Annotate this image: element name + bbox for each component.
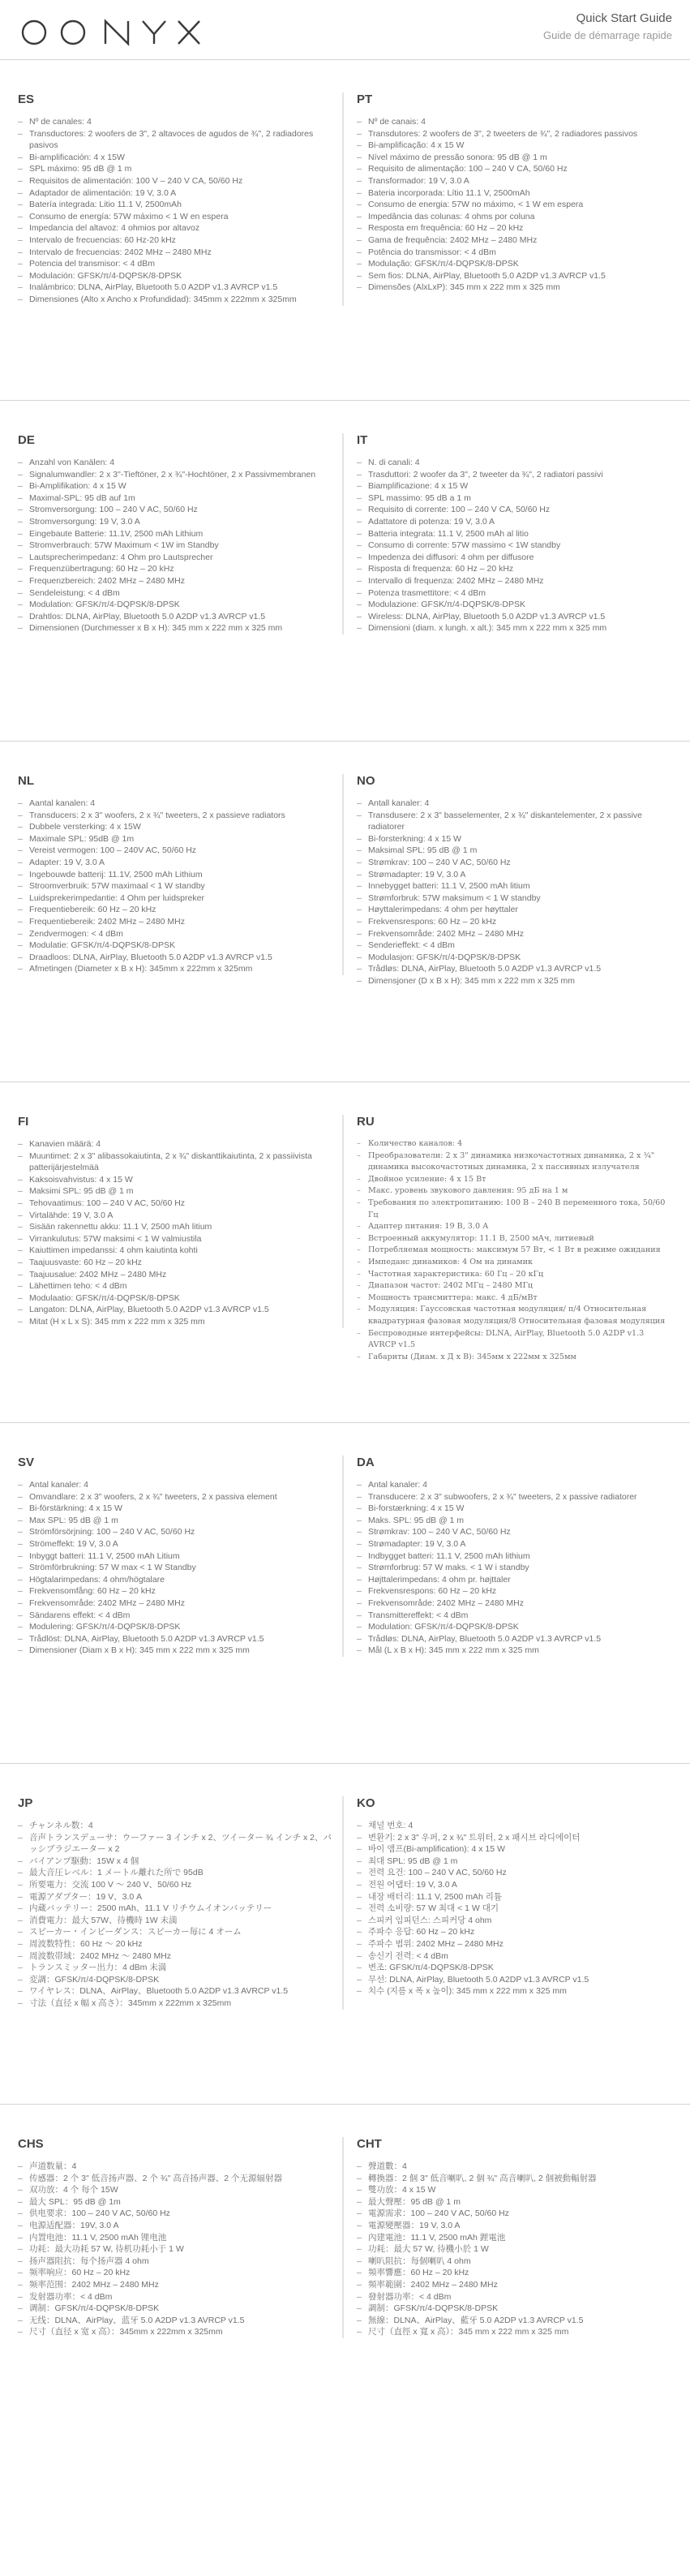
spec-item: – Intervalo de frecuencias: 60 Hz-20 kHz [18, 234, 334, 247]
spec-item: – Tehovaatimus: 100 – 240 V AC, 50/60 Hz [18, 1198, 334, 1210]
page-header [0, 0, 690, 58]
spec-item: – Antal kanaler: 4 [357, 1479, 673, 1491]
spec-item: – Frequenzbereich: 2402 MHz – 2480 MHz [18, 575, 334, 587]
spec-item: – Inalámbrico: DLNA, AirPlay, Bluetooth 5.0 A2DP v1.3 AVRCP v1.5 [18, 282, 334, 294]
spec-item: – Aantal kanalen: 4 [18, 798, 334, 810]
spec-column-da [357, 1456, 673, 1657]
spec-item: – Встроенный аккумулятор: 11.1 В, 2500 мАч, литиевый [357, 1233, 673, 1245]
spec-item: – 发射器功率：< 4 dBm [18, 2291, 334, 2303]
spec-item: – Bi-forstærkning: 4 x 15 W [357, 1503, 673, 1515]
spec-item: – Требования по электропитанию: 100 В – 240 В переменного тока, 50/60 Гц [357, 1198, 673, 1221]
spec-item: – Nº de canais: 4 [357, 116, 673, 128]
spec-item: – 최대 SPL: 95 dB @ 1 m [357, 1856, 673, 1868]
spec-item: – 供电要求：100 – 240 V AC, 50/60 Hz [18, 2208, 334, 2220]
spec-item: – Dimensioner (Diam x B x H): 345 mm x 222 mm x 325 mm [18, 1645, 334, 1657]
spec-item: – Адаптер питания: 19 В, 3.0 А [357, 1221, 673, 1233]
spec-list [357, 1138, 673, 1363]
spec-item: – Макс. уровень звукового давления: 95 дБ на 1 м [357, 1185, 673, 1198]
language-section [0, 741, 690, 1082]
guide-title: Quick Start Guide [576, 11, 672, 25]
spec-item: – SPL máximo: 95 dB @ 1 m [18, 163, 334, 175]
spec-item: – Ingebouwde batterij: 11.1V, 2500 mAh Lithium [18, 869, 334, 881]
spec-item: – Двойное усиление: 4 x 15 Вт [357, 1174, 673, 1186]
spec-item: – チャンネル数：4 [18, 1820, 334, 1832]
spec-item: – 치수 (지름 x 폭 x 높이): 345 mm x 222 mm x 325 mm [357, 1985, 673, 1998]
spec-item: – 轉換器：2 個 3" 低音喇叭, 2 個 ¾" 高音喇叭, 2 個被動輻射器 [357, 2173, 673, 2185]
spec-item: – トランスミッター出力：4 dBm 未満 [18, 1962, 334, 1974]
spec-item: – Consumo de energía: 57W máximo < 1 W en espera [18, 211, 334, 223]
language-code: CHT [357, 2137, 382, 2151]
spec-item: – 电源适配器：19V, 3.0 A [18, 2220, 334, 2232]
spec-item: – Диапазон частот: 2402 МГц – 2480 МГц [357, 1280, 673, 1292]
spec-item: – 功耗：最大 57 W, 待機小於 1 W [357, 2243, 673, 2256]
spec-column-ru [357, 1115, 673, 1363]
spec-item: – Modulatie: GFSK/π/4-DQPSK/8-DPSK [18, 940, 334, 952]
spec-column-pt [357, 92, 673, 294]
spec-item: – Lautsprecherimpedanz: 4 Ohm pro Lautsprecher [18, 552, 334, 564]
spec-item: – Consumo di corrente: 57W massimo < 1W standby [357, 540, 673, 552]
spec-item: – Innebygget batteri: 11.1 V, 2500 mAh litium [357, 880, 673, 892]
spec-item: – 周波数帯域：2402 MHz ～ 2480 MHz [18, 1950, 334, 1963]
spec-item: – Bi-amplificação: 4 x 15 W [357, 140, 673, 152]
spec-item: – Potencia del transmisor: < 4 dBm [18, 258, 334, 270]
spec-list [18, 1820, 334, 2010]
spec-item: – Modulação: GFSK/π/4-DQPSK/8-DPSK [357, 258, 673, 270]
spec-item: – Strømadapter: 19 V, 3.0 A [357, 869, 673, 881]
spec-column-jp [18, 1796, 344, 2010]
spec-item: – 內建電池：11.1 V, 2500 mAh 鋰電池 [357, 2232, 673, 2244]
spec-item: – Inbyggt batteri: 11.1 V, 2500 mAh Litium [18, 1550, 334, 1563]
spec-item: – Lähettimen teho: < 4 dBm [18, 1280, 334, 1292]
spec-list [18, 1138, 334, 1328]
language-code: FI [18, 1115, 29, 1129]
spec-item: – Sändarens effekt: < 4 dBm [18, 1610, 334, 1622]
spec-item: – Trådløs: DLNA, AirPlay, Bluetooth 5.0 A2DP v1.3 AVRCP v1.5 [357, 1633, 673, 1645]
spec-item: – Draadloos: DLNA, AirPlay, Bluetooth 5.0 A2DP v1.3 AVRCP v1.5 [18, 952, 334, 964]
language-section [0, 400, 690, 742]
spec-item: – Virtalähde: 19 V, 3.0 A [18, 1210, 334, 1222]
spec-item: – 喇叭阻抗：每個喇叭 4 ohm [357, 2256, 673, 2268]
spec-item: – Dimensões (AlxLxP): 345 mm x 222 mm x 325 mm [357, 282, 673, 294]
spec-item: – 채널 번호: 4 [357, 1820, 673, 1832]
spec-item: – 바이 앰프(Bi-amplification): 4 x 15 W [357, 1843, 673, 1856]
spec-item: – Intervallo di frequenza: 2402 MHz – 2480 MHz [357, 575, 673, 587]
onyx-logo [19, 16, 214, 49]
spec-item: – Импеданс динамиков: 4 Ом на динамик [357, 1257, 673, 1269]
spec-item: – Sem fios: DLNA, AirPlay, Bluetooth 5.0 A2DP v1.3 AVRCP v1.5 [357, 270, 673, 282]
spec-column-cht [357, 2137, 673, 2338]
spec-item: – Requisito di corrente: 100 – 240 V CA, 50/60 Hz [357, 504, 673, 516]
spec-item: – Беспроводные интерфейсы: DLNA, AirPlay, Bluetooth 5.0 A2DP v1.3 AVRCP v1.5 [357, 1328, 673, 1352]
spec-column-chs [18, 2137, 344, 2338]
spec-item: – Transductores: 2 woofers de 3", 2 altavoces de agudos de ¾", 2 radiadores pasivos [18, 128, 334, 152]
spec-item: – Stromversorgung: 19 V, 3.0 A [18, 516, 334, 528]
spec-item: – 頻率響應：60 Hz – 20 kHz [357, 2267, 673, 2279]
spec-item: – SPL massimo: 95 dB a 1 m [357, 492, 673, 505]
spec-item: – Intervalo de frecuencias: 2402 MHz – 2480 MHz [18, 247, 334, 259]
spec-item: – Частотная характеристика: 60 Гц – 20 кГц [357, 1269, 673, 1281]
spec-item: – 주파수 응답: 60 Hz – 20 kHz [357, 1926, 673, 1938]
spec-item: – Antal kanaler: 4 [18, 1479, 334, 1491]
spec-column-ko [357, 1796, 673, 1998]
spec-item: – Biamplificazione: 4 x 15 W [357, 480, 673, 492]
language-code: DE [18, 433, 35, 447]
spec-item: – Højttalerimpedans: 4 ohm pr. højttaler [357, 1574, 673, 1586]
spec-item: – Senderieffekt: < 4 dBm [357, 940, 673, 952]
spec-item: – 寸法（直径 x 幅 x 高さ）：345mm x 222mm x 325mm [18, 1998, 334, 2010]
language-section [0, 1422, 690, 1764]
spec-item: – Antall kanaler: 4 [357, 798, 673, 810]
spec-item: – 尺寸（直徑 x 寬 x 高）：345 mm x 222 mm x 325 mm [357, 2326, 673, 2338]
spec-item: – 전력 소비량: 57 W 최대 < 1 W 대기 [357, 1903, 673, 1915]
spec-item: – 尺寸（直径 x 宽 x 高）：345mm x 222mm x 325mm [18, 2326, 334, 2338]
spec-item: – Max SPL: 95 dB @ 1 m [18, 1515, 334, 1527]
spec-item: – Impedenza dei diffusori: 4 ohm per diffusore [357, 552, 673, 564]
spec-item: – Stromversorgung: 100 – 240 V AC, 50/60 Hz [18, 504, 334, 516]
spec-item: – 频率响应：60 Hz – 20 kHz [18, 2267, 334, 2279]
spec-item: – Frekvensområde: 2402 MHz – 2480 MHz [357, 928, 673, 940]
language-section [0, 1082, 690, 1423]
spec-item: – Trådløs: DLNA, AirPlay, Bluetooth 5.0 A2DP v1.3 AVRCP v1.5 [357, 963, 673, 975]
spec-item: – 雙功放：4 x 15 W [357, 2184, 673, 2196]
spec-item: – Risposta di frequenza: 60 Hz – 20 kHz [357, 563, 673, 575]
spec-list [357, 798, 673, 987]
spec-item: – 변조: GFSK/π/4-DQPSK/8-DPSK [357, 1962, 673, 1974]
spec-item: – Modulation: GFSK/π/4-DQPSK/8-DPSK [18, 599, 334, 611]
spec-item: – Signalumwandler: 2 x 3"-Tieftöner, 2 x ¾"-Hochtöner, 2 x Passivmembranen [18, 469, 334, 481]
spec-column-fi [18, 1115, 344, 1328]
spec-item: – Strömförbrukning: 57 W max < 1 W Standby [18, 1562, 334, 1574]
spec-item: – Modulaatio: GFSK/π/4-DQPSK/8-DPSK [18, 1292, 334, 1305]
spec-item: – Eingebaute Batterie: 11.1V, 2500 mAh Lithium [18, 528, 334, 540]
language-code: PT [357, 92, 373, 106]
spec-item: – Sendeleistung: < 4 dBm [18, 587, 334, 600]
spec-column-es [18, 92, 344, 306]
spec-column-it [357, 433, 673, 634]
spec-item: – Sisään rakennettu akku: 11.1 V, 2500 mAh litium [18, 1221, 334, 1233]
spec-item: – 송신기 전력: < 4 dBm [357, 1950, 673, 1963]
spec-item: – Transducere: 2 x 3" subwoofers, 2 x ¾" tweeters, 2 x passive radiatorer [357, 1491, 673, 1503]
spec-item: – Kanavien määrä: 4 [18, 1138, 334, 1150]
spec-column-no [357, 774, 673, 987]
spec-item: – Batteria integrata: 11.1 V, 2500 mAh al litio [357, 528, 673, 540]
spec-item: – 내장 배터리: 11.1 V, 2500 mAh 리튬 [357, 1891, 673, 1903]
spec-item: – Maximale SPL: 95dB @ 1m [18, 833, 334, 845]
spec-list [18, 2161, 334, 2338]
spec-item: – Frekvensområde: 2402 MHz – 2480 MHz [357, 1598, 673, 1610]
spec-item: – Габариты (Диам. х Д х В): 345мм x 222мм x 325мм [357, 1352, 673, 1364]
spec-item: – Strömförsörjning: 100 – 240 V AC, 50/60 Hz [18, 1526, 334, 1538]
spec-list [357, 116, 673, 294]
spec-item: – バイアンプ駆動：15W x 4 個 [18, 1856, 334, 1868]
spec-item: – Omvandlare: 2 x 3" woofers, 2 x ¾" tweeters, 2 x passiva element [18, 1491, 334, 1503]
language-code: IT [357, 433, 368, 447]
spec-list [18, 116, 334, 306]
spec-item: – Dimensionen (Durchmesser x B x H): 345 mm x 222 mm x 325 mm [18, 622, 334, 634]
spec-item: – 音声トランスデューサ：ウーファー 3 インチ x 2、ツイーター ¾ インチ x 2、パッシブラジエーター x 2 [18, 1832, 334, 1856]
spec-item: – Luidsprekerimpedantie: 4 Ohm per luidspreker [18, 892, 334, 905]
spec-item: – Stroomverbruik: 57W maximaal < 1 W standby [18, 880, 334, 892]
spec-item: – Transdutores: 2 woofers de 3", 2 tweeters de ¾", 2 radiadores passivos [357, 128, 673, 140]
spec-item: – 電源アダプター：19 V、3.0 A [18, 1891, 334, 1903]
spec-item: – 스피커 임피던스: 스피커당 4 ohm [357, 1915, 673, 1927]
spec-item: – Taajuusvaste: 60 Hz – 20 kHz [18, 1257, 334, 1269]
spec-item: – Nº de canales: 4 [18, 116, 334, 128]
spec-item: – Langaton: DLNA, AirPlay, Bluetooth 5.0 A2DP v1.3 AVRCP v1.5 [18, 1304, 334, 1316]
spec-item: – 最大聲壓：95 dB @ 1 m [357, 2196, 673, 2208]
spec-item: – Transformador: 19 V, 3.0 A [357, 175, 673, 187]
spec-item: – Högtalarimpedans: 4 ohm/högtalare [18, 1574, 334, 1586]
spec-item: – Transducers: 2 x 3" woofers, 2 x ¾" tweeters, 2 x passieve radiators [18, 810, 334, 822]
spec-item: – Maximal-SPL: 95 dB auf 1m [18, 492, 334, 505]
spec-list [357, 1479, 673, 1657]
spec-item: – Frequenzübertragung: 60 Hz – 20 kHz [18, 563, 334, 575]
language-code: NL [18, 774, 34, 788]
spec-item: – ワイヤレス：DLNA、AirPlay、Bluetooth 5.0 A2DP v1.3 AVRCP v1.5 [18, 1985, 334, 1998]
spec-item: – Mitat (H x L x S): 345 mm x 222 mm x 325 mm [18, 1316, 334, 1328]
spec-item: – Kaksoisvahvistus: 4 x 15 W [18, 1174, 334, 1186]
spec-item: – 電源變壓器：19 V, 3.0 A [357, 2220, 673, 2232]
spec-item: – Consumo de energia: 57W no máximo, < 1 W em espera [357, 199, 673, 211]
spec-item: – Gama de frequência: 2402 MHz – 2480 MHz [357, 234, 673, 247]
spec-item: – Impedância das colunas: 4 ohms por coluna [357, 211, 673, 223]
spec-item: – Taajuusalue: 2402 MHz – 2480 MHz [18, 1269, 334, 1281]
spec-item: – Trasduttori: 2 woofer da 3", 2 tweeter da ¾", 2 radiatori passivi [357, 469, 673, 481]
spec-item: – 内蔵バッテリー：2500 mAh、11.1 V リチウムイオンバッテリー [18, 1903, 334, 1915]
spec-item: – 内置电池：11.1 V, 2500 mAh 锂电池 [18, 2232, 334, 2244]
spec-item: – Transmittereffekt: < 4 dBm [357, 1610, 673, 1622]
spec-item: – Frequentiebereik: 60 Hz – 20 kHz [18, 904, 334, 916]
spec-item: – Преобразователи: 2 x 3" динамика низкочастотных динамика, 2 x ¾" динамика высокочастотных динамика, 2 x пассивных излучателя [357, 1150, 673, 1174]
spec-item: – 調制：GFSK/π/4-DQPSK/8-DPSK [357, 2303, 673, 2315]
spec-item: – Afmetingen (Diameter x B x H): 345mm x 222mm x 325mm [18, 963, 334, 975]
spec-item: – Strømkrav: 100 – 240 V AC, 50/60 Hz [357, 1526, 673, 1538]
language-code: NO [357, 774, 375, 788]
spec-item: – Modulering: GFSK/π/4-DQPSK/8-DPSK [18, 1621, 334, 1633]
spec-item: – Requisitos de alimentación: 100 V – 240 V CA, 50/60 Hz [18, 175, 334, 187]
spec-item: – 頻率範圍：2402 MHz – 2480 MHz [357, 2279, 673, 2291]
spec-item: – Trådlöst: DLNA, AirPlay, Bluetooth 5.0 A2DP v1.3 AVRCP v1.5 [18, 1633, 334, 1645]
spec-item: – N. di canali: 4 [357, 457, 673, 469]
spec-list [18, 1479, 334, 1657]
spec-column-nl [18, 774, 344, 975]
spec-list [357, 457, 673, 634]
spec-item: – Adapter: 19 V, 3.0 A [18, 857, 334, 869]
spec-item: – 频率范围：2402 MHz – 2480 MHz [18, 2279, 334, 2291]
spec-item: – Мощность трансмиттера: макс. 4 дБ/мВт [357, 1292, 673, 1305]
spec-item: – Potência do transmissor: < 4 dBm [357, 247, 673, 259]
spec-item: – 传感器：2 个 3" 低音扬声器、2 个 ¾" 高音扬声器、2 个无源辐射器 [18, 2173, 334, 2185]
spec-item: – Bi-förstärkning: 4 x 15 W [18, 1503, 334, 1515]
spec-item: – スピーカー・インピーダンス：スピーカー毎に 4 オーム [18, 1926, 334, 1938]
spec-item: – Adaptador de alimentación: 19 V, 3.0 A [18, 187, 334, 200]
spec-item: – Stromverbrauch: 57W Maximum < 1W im Standby [18, 540, 334, 552]
spec-item: – 最大 SPL：95 dB @ 1m [18, 2196, 334, 2208]
spec-list [357, 2161, 673, 2338]
spec-item: – 周波数特性：60 Hz ～ 20 kHz [18, 1938, 334, 1950]
spec-item: – Høyttalerimpedans: 4 ohm per høyttaler [357, 904, 673, 916]
language-code: CHS [18, 2137, 44, 2151]
spec-item: – Strömeffekt: 19 V, 3.0 A [18, 1538, 334, 1550]
spec-column-sv [18, 1456, 344, 1657]
spec-item: – 声道数量：4 [18, 2161, 334, 2173]
spec-item: – 変調：GFSK/π/4-DQPSK/8-DPSK [18, 1974, 334, 1986]
spec-item: – Kaiuttimen impedanssi: 4 ohm kaiutinta kohti [18, 1245, 334, 1257]
spec-item: – Drahtlos: DLNA, AirPlay, Bluetooth 5.0 A2DP v1.3 AVRCP v1.5 [18, 611, 334, 623]
spec-item: – Bi-amplificación: 4 x 15W [18, 152, 334, 164]
language-code: DA [357, 1456, 375, 1469]
spec-item: – 消費電力：最大 57W、待機時 1W 未満 [18, 1915, 334, 1927]
spec-item: – Bi-forsterkning: 4 x 15 W [357, 833, 673, 845]
spec-item: – Zendvermogen: < 4 dBm [18, 928, 334, 940]
spec-item: – 功耗：最大功耗 57 W, 待机功耗小于 1 W [18, 2243, 334, 2256]
spec-item: – Batería integrada: Litio 11.1 V, 2500mAh [18, 199, 334, 211]
spec-item: – Resposta em frequência: 60 Hz – 20 kHz [357, 222, 673, 234]
spec-item: – Nível máximo de pressão sonora: 95 dB @ 1 m [357, 152, 673, 164]
spec-column-de [18, 433, 344, 634]
spec-item: – Maks. SPL: 95 dB @ 1 m [357, 1515, 673, 1527]
spec-list [18, 457, 334, 634]
spec-item: – Bi-Amplifikation: 4 x 15 W [18, 480, 334, 492]
spec-list [357, 1820, 673, 1998]
spec-item: – Dimensjoner (D x B x H): 345 mm x 222 mm x 325 mm [357, 975, 673, 987]
spec-item: – Anzahl von Kanälen: 4 [18, 457, 334, 469]
spec-item: – 무선: DLNA, AirPlay, Bluetooth 5.0 A2DP v1.3 AVRCP v1.5 [357, 1974, 673, 1986]
language-code: ES [18, 92, 35, 106]
spec-item: – 주파수 범위: 2402 MHz – 2480 MHz [357, 1938, 673, 1950]
language-section [0, 2104, 690, 2445]
spec-item: – Impedancia del altavoz: 4 ohmios por altavoz [18, 222, 334, 234]
spec-item: – Strømadapter: 19 V, 3.0 A [357, 1538, 673, 1550]
language-code: RU [357, 1115, 375, 1129]
spec-item: – 双功放：4 个 每个 15W [18, 2184, 334, 2196]
spec-item: – 전원 어댑터: 19 V, 3.0 A [357, 1879, 673, 1891]
spec-item: – 無線：DLNA、AirPlay、藍牙 5.0 A2DP v1.3 AVRCP v1.5 [357, 2315, 673, 2327]
language-code: JP [18, 1796, 33, 1810]
guide-subtitle: Guide de démarrage rapide [543, 29, 672, 41]
language-section [0, 59, 690, 401]
spec-item: – Mål (L x B x H): 345 mm x 222 mm x 325 mm [357, 1645, 673, 1657]
spec-item: – Maksimal SPL: 95 dB @ 1 m [357, 845, 673, 857]
spec-item: – Adattatore di potenza: 19 V, 3.0 A [357, 516, 673, 528]
spec-item: – 所要電力：交流 100 V ～ 240 V、50/60 Hz [18, 1879, 334, 1891]
spec-item: – Maksimi SPL: 95 dB @ 1 m [18, 1185, 334, 1198]
spec-item: – 扬声器阻抗：每个扬声器 4 ohm [18, 2256, 334, 2268]
spec-list [18, 798, 334, 975]
spec-item: – Потребляемая мощность: максимум 57 Вт, < 1 Вт в режиме ожидания [357, 1245, 673, 1257]
spec-item: – Количество каналов: 4 [357, 1138, 673, 1150]
spec-item: – 電源需求：100 – 240 V AC, 50/60 Hz [357, 2208, 673, 2220]
spec-item: – 无线：DLNA、AirPlay、蓝牙 5.0 A2DP v1.3 AVRCP v1.5 [18, 2315, 334, 2327]
spec-item: – 聲道數：4 [357, 2161, 673, 2173]
spec-item: – Vereist vermogen: 100 – 240V AC, 50/60 Hz [18, 845, 334, 857]
spec-item: – Wireless: DLNA, AirPlay, Bluetooth 5.0 A2DP v1.3 AVRCP v1.5 [357, 611, 673, 623]
spec-item: – 最大音圧レベル：1 メートル離れた所で 95dB [18, 1867, 334, 1879]
spec-item: – Modulasjon: GFSK/π/4-DQPSK/8-DPSK [357, 952, 673, 964]
language-code: SV [18, 1456, 35, 1469]
spec-item: – Modulación: GFSK/π/4-DQPSK/8-DPSK [18, 270, 334, 282]
spec-item: – Strømforbrug: 57 W maks. < 1 W i standby [357, 1562, 673, 1574]
spec-item: – Frekvensrespons: 60 Hz – 20 kHz [357, 1585, 673, 1598]
spec-item: – Modulation: GFSK/π/4-DQPSK/8-DPSK [357, 1621, 673, 1633]
spec-item: – Requisito de alimentação: 100 – 240 V CA, 50/60 Hz [357, 163, 673, 175]
spec-item: – Transdusere: 2 x 3" basselementer, 2 x ¾" diskantelementer, 2 x passive radiatorer [357, 810, 673, 833]
language-code: KO [357, 1796, 375, 1810]
spec-item: – Bateria incorporada: Lítio 11.1 V, 2500mAh [357, 187, 673, 200]
spec-item: – Dimensioni (diam. x lungh. x alt.): 345 mm x 222 mm x 325 mm [357, 622, 673, 634]
spec-item: – 發射器功率：< 4 dBm [357, 2291, 673, 2303]
spec-item: – Dubbele versterking: 4 x 15W [18, 821, 334, 833]
spec-item: – Frekvensområde: 2402 MHz – 2480 MHz [18, 1598, 334, 1610]
spec-item: – Dimensiones (Alto x Ancho x Profundidad): 345mm x 222mm x 325mm [18, 294, 334, 306]
spec-item: – Virrankulutus: 57W maksimi < 1 W valmiustila [18, 1233, 334, 1245]
spec-item: – Modulazione: GFSK/π/4-DQPSK/8-DPSK [357, 599, 673, 611]
spec-item: – 변환기: 2 x 3" 우퍼, 2 x ¾" 트위터, 2 x 패시브 라디에이터 [357, 1832, 673, 1844]
spec-item: – Muuntimet: 2 x 3" alibassokaiutinta, 2 x ¾" diskanttikaiutinta, 2 x passiivista patterijärjestelmää [18, 1150, 334, 1174]
spec-item: – Strømkrav: 100 – 240 V AC, 50/60 Hz [357, 857, 673, 869]
spec-item: – 调制：GFSK/π/4-DQPSK/8-DPSK [18, 2303, 334, 2315]
spec-item: – Strømforbruk: 57W maksimum < 1 W standby [357, 892, 673, 905]
spec-item: – Frekvensomfång: 60 Hz – 20 kHz [18, 1585, 334, 1598]
spec-item: – Модуляция: Гауссовская частотная модуляция/ π/4 Относительная квадратурная фазовая модуляция/8 Относительная фазовая модуляция [357, 1304, 673, 1327]
spec-item: – Frekvensrespons: 60 Hz – 20 kHz [357, 916, 673, 928]
spec-item: – Potenza trasmettitore: < 4 dBm [357, 587, 673, 600]
language-section [0, 1763, 690, 2105]
spec-item: – 전력 요건: 100 – 240 V AC, 50/60 Hz [357, 1867, 673, 1879]
spec-item: – Indbygget batteri: 11.1 V, 2500 mAh lithium [357, 1550, 673, 1563]
spec-item: – Frequentiebereik: 2402 MHz – 2480 MHz [18, 916, 334, 928]
